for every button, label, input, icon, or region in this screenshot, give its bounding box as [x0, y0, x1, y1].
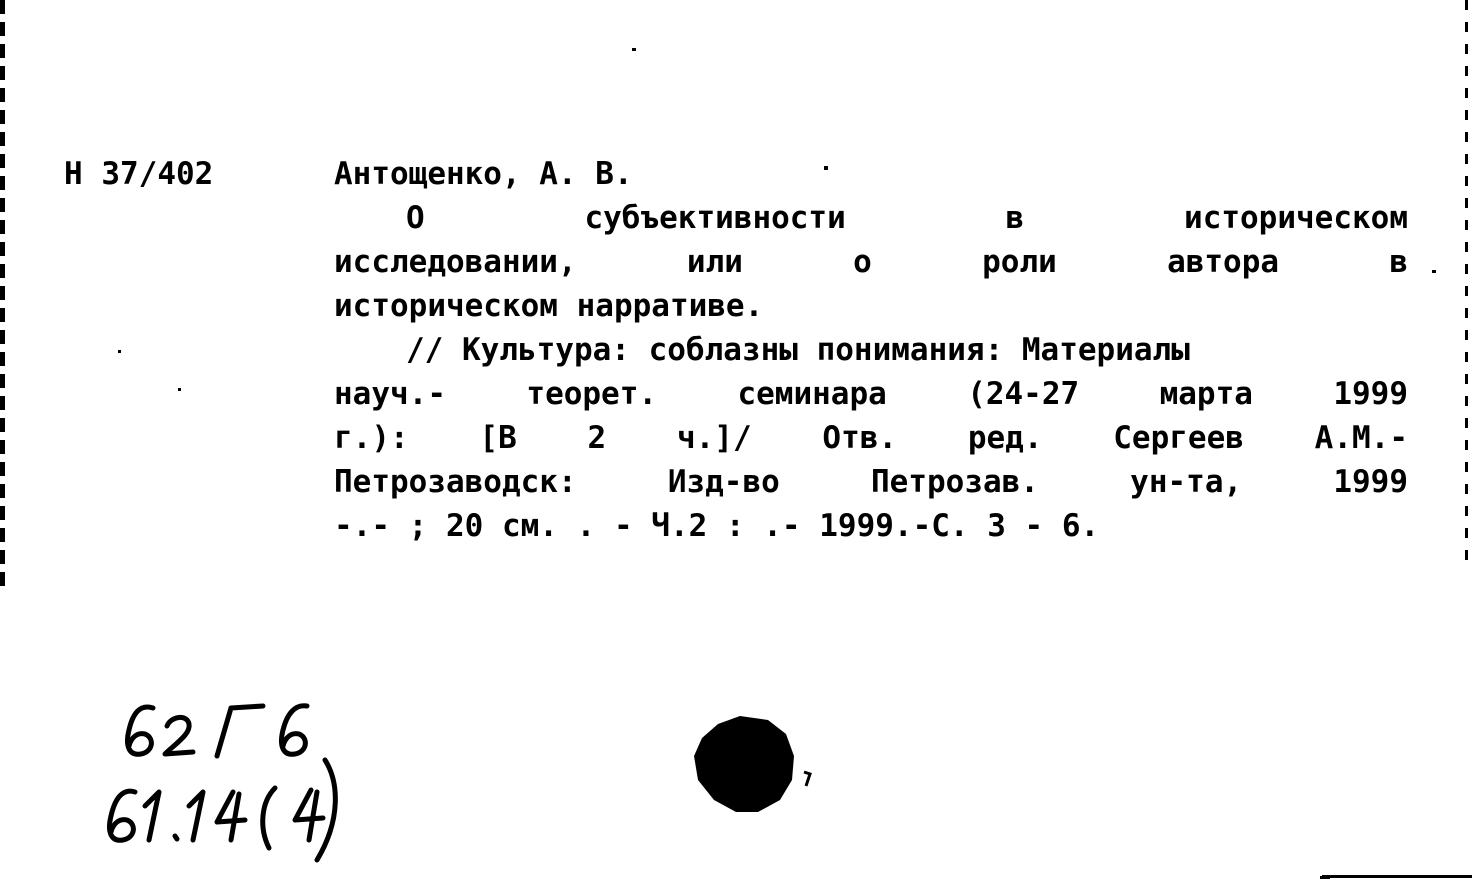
punch-hole: [688, 712, 818, 822]
source-line: // Культура: соблазны понимания: Материалы: [406, 332, 1190, 368]
shelfmark: Н 37/402: [64, 156, 214, 192]
source-line: Петрозаводск: Изд-во Петрозав. ун-та, 1999: [334, 464, 1408, 500]
handwritten-classification: [105, 690, 445, 870]
card-left-edge: [0, 0, 5, 590]
source-line: г.): [В 2 ч.]/ Отв. ред. Сергеев А.М.-: [334, 420, 1408, 456]
author-line: Антощенко, А. В.: [334, 156, 633, 192]
bibliographic-entry: [334, 152, 1408, 548]
title-line: исследовании, или о роли автора в: [334, 244, 1408, 280]
source-line: -.- ; 20 см. . - Ч.2 : .- 1999.-С. 3 - 6.: [334, 508, 1100, 544]
punch-hole-shape: [688, 712, 818, 822]
title-line: историческом нарративе.: [334, 288, 764, 324]
source-line: науч.- теорет. семинара (24-27 марта 1999: [334, 376, 1408, 412]
card-right-edge: [1465, 0, 1468, 560]
title-line: О субъективности в историческом: [406, 200, 1408, 236]
card-bottom-edge: [1322, 875, 1472, 878]
handwritten-classification-drawing: [105, 690, 445, 870]
